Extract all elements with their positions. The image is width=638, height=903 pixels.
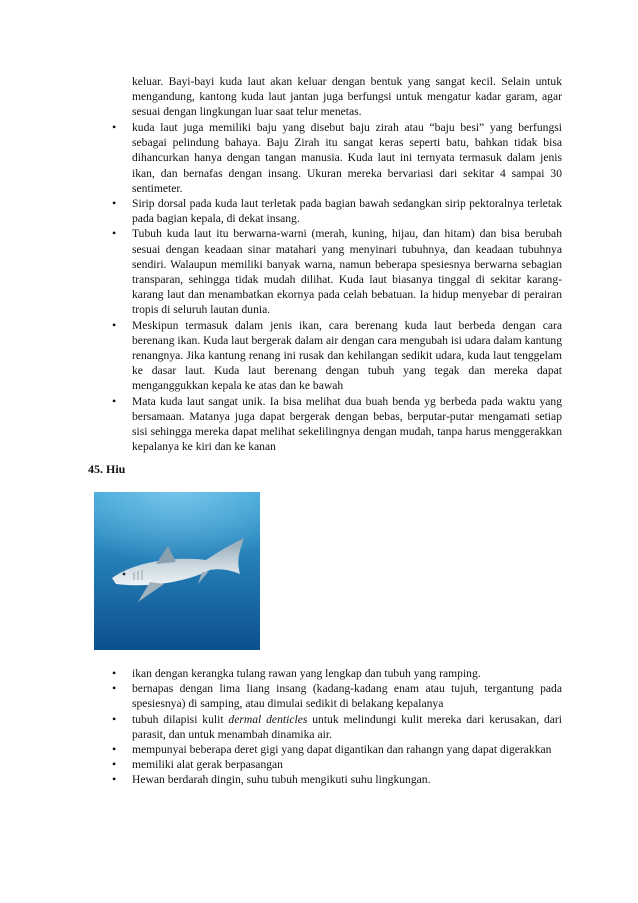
list-item: • mempunyai beberapa deret gigi yang dapat digantikan dan rahangn yang dapat digerakkan [112,742,562,757]
text-run: untuk melindungi kulit mereka dari kerusakan, dari parasit, dan untuk menambah dinamika air. [132,712,563,741]
term-dermal-denticles: dermal denticles [228,712,308,726]
list-item: • kuda laut juga memiliki baju yang disebut baju zirah atau “baju besi” yang berfungsi sebagai pelindung bahaya. Baju Zirah itu sangat keras seperti batu, bahkan tidak bisa dihancurkan hanya dengan tangan manusia. Kuda laut ini ternyata termasuk dalam jenis ikan, dan bernafas dengan insang. Ukuran mereka bervariasi dari sekitar 4 sampai 30 sentimeter. [112,120,562,196]
shark-image [94,492,260,650]
list-item: • memiliki alat gerak berpasangan [112,757,562,772]
list-item: • Tubuh kuda laut itu berwarna-warni (merah, kuning, hijau, dan hitam) dan bisa berubah sesuai dengan keadaan sinar matahari yang menyinari tubuhnya, dan keadaan tubuhnya sendiri. Walaupun memiliki banyak warna, namun beberapa spesiesnya berwarna sebagian transparan, sehingga tidak mudah dilihat. Kuda laut biasanya tinggal di sekitar karang-karang laut dan menambatkan ekornya pada celah bebatuan. Ia hidup menyebar di perairan tropis di seluruh lautan dunia. [112,226,562,317]
seahorse-bullet-list [112,120,562,454]
text-run: tubuh dilapisi kulit [132,712,229,726]
list-item: • Hewan berdarah dingin, suhu tubuh mengikuti suhu lingkungan. [112,772,562,787]
continuation-paragraph: keluar. Bayi-bayi kuda laut akan keluar dengan bentuk yang sangat kecil. Selain untuk mengandung, kantong kuda laut jantan juga berfungsi untuk mengatur kadar garam, agar sesuai dengan lingkungan luar saat telur menetas. [132,75,562,119]
list-item: • Mata kuda laut sangat unik. Ia bisa melihat dua buah benda yg berbeda pada waktu yang bersamaan. Matanya juga dapat bergerak dengan bebas, berputar-putar mengamati setiap sisi sehingga mereka dapat melihat sekelilingnya dengan mudah, tanpa harus menggerakkan kepalanya ke kiri dan ke kanan [112,394,562,455]
list-item: • Meskipun termasuk dalam jenis ikan, cara berenang kuda laut berbeda dengan cara berenang ikan. Kuda laut bergerak dalam air dengan cara mengubah isi udara dalam kantung renangnya. Jika kantung renang ini rusak dan kehilangan sedikit udara, kuda laut tenggelam ke dasar laut. Kuda laut berenang dengan tubuh yang tegak dan mereka dapat menganggukkan kepala ke atas dan ke bawah [112,318,562,394]
shark-bullet-list [112,666,562,788]
list-item: • ikan dengan kerangka tulang rawan yang lengkap dan tubuh yang ramping. [112,666,562,681]
list-item: • bernapas dengan lima liang insang (kadang-kadang enam atau tujuh, tergantung pada spesiesnya) di samping, atau dimulai sedikit di belakang kepalanya [112,681,562,711]
section-heading: 45. Hiu [88,462,126,476]
list-item [112,712,562,742]
shark-illustration [94,492,260,650]
shark-eye [123,573,126,576]
list-item: • Sirip dorsal pada kuda laut terletak pada bagian bawah sedangkan sirip pektoralnya terletak pada bagian kepala, di dekat insang. [112,196,562,226]
